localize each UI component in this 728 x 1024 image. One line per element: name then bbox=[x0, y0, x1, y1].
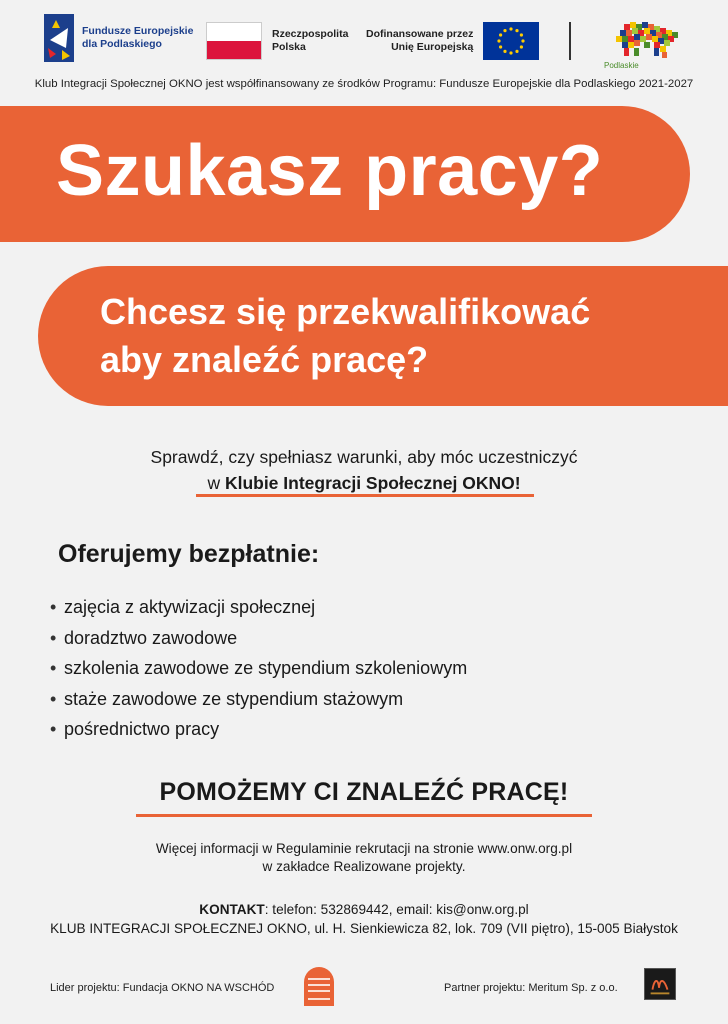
fundusze-europejskie-logo bbox=[44, 14, 193, 62]
bullet-icon: • bbox=[50, 597, 57, 617]
offer-list bbox=[50, 592, 467, 745]
eu-cofunding-logo bbox=[366, 22, 539, 60]
eu-logo-line1: Dofinansowane przez bbox=[366, 28, 474, 40]
rzeczpospolita-logo bbox=[206, 22, 348, 60]
headline-banner bbox=[0, 106, 690, 242]
fundusze-europejskie-icon bbox=[44, 14, 74, 62]
contact-label: KONTAKT bbox=[199, 902, 265, 917]
offer-item: • pośrednictwo pracy bbox=[50, 714, 467, 745]
slogan-underline bbox=[136, 814, 592, 817]
eu-logo-line2: Unię Europejską bbox=[391, 41, 474, 53]
project-partner: Partner projektu: Meritum Sp. z o.o. bbox=[444, 982, 618, 994]
logo-strip bbox=[0, 12, 728, 72]
eligibility-text bbox=[0, 444, 728, 496]
bison-icon bbox=[604, 18, 688, 62]
subheadline bbox=[100, 288, 590, 384]
polish-flag-icon bbox=[206, 22, 262, 60]
more-info-line1: Więcej informacji w Regulaminie rekrutacji na stronie www.onw.org.pl bbox=[155, 841, 573, 856]
subheadline-line1: Chcesz się przekwalifikować bbox=[100, 291, 591, 332]
bullet-icon: • bbox=[50, 627, 57, 648]
eligibility-prefix: w bbox=[207, 473, 225, 493]
footer bbox=[0, 966, 728, 1006]
meritum-logo bbox=[644, 968, 676, 1000]
logo-divider bbox=[569, 22, 571, 60]
okno-foundation-logo bbox=[302, 966, 336, 1006]
fe-logo-line1: Fundusze Europejskie bbox=[82, 25, 194, 37]
fe-logo-line2: dla Podlaskiego bbox=[82, 38, 162, 50]
help-slogan: POMOŻEMY CI ZNALEŹĆ PRACĘ! bbox=[159, 778, 569, 806]
contact-address: KLUB INTEGRACJI SPOŁECZNEJ OKNO, ul. H. Sienkiewicza 82, lok. 709 (VII piętro), 15-005 Białystok bbox=[50, 921, 678, 936]
bullet-icon: • bbox=[50, 688, 57, 709]
offer-item: • zajęcia z aktywizacji społecznej bbox=[50, 592, 467, 623]
offer-title: Oferujemy bezpłatnie: bbox=[58, 540, 320, 568]
offer-item: • szkolenia zawodowe ze stypendium szkoleniowym bbox=[50, 653, 467, 684]
subheadline-banner bbox=[38, 266, 728, 406]
offer-item: • staże zawodowe ze stypendium stażowym bbox=[50, 684, 467, 715]
subheadline-line2: aby znaleźć pracę? bbox=[100, 339, 429, 380]
eu-flag-icon bbox=[483, 22, 539, 60]
more-info-line2: w zakładce Realizowane projekty. bbox=[262, 859, 466, 874]
contact-block bbox=[0, 900, 728, 938]
podlaskie-label: Podlaskie bbox=[604, 61, 639, 70]
eligibility-line1: Sprawdź, czy spełniasz warunki, aby móc uczestniczyć bbox=[150, 447, 578, 467]
cofunding-note: Klub Integracji Społecznej OKNO jest współfinansowany ze środków Programu: Fundusze Europejskie dla Podlaskiego 2021-2027 bbox=[34, 78, 694, 90]
project-leader: Lider projektu: Fundacja OKNO NA WSCHÓD bbox=[50, 982, 275, 994]
podlaskie-logo bbox=[604, 18, 688, 70]
pl-logo-line1: Rzeczpospolita bbox=[272, 28, 349, 40]
more-info bbox=[0, 840, 728, 876]
eligibility-underline bbox=[196, 494, 534, 497]
bullet-icon: • bbox=[50, 719, 57, 739]
pl-logo-line2: Polska bbox=[272, 41, 306, 53]
headline: Szukasz pracy? bbox=[56, 131, 604, 211]
bullet-icon: • bbox=[50, 658, 57, 678]
club-name: Klubie Integracji Społecznej OKNO! bbox=[224, 473, 521, 493]
offer-item: • doradztwo zawodowe bbox=[50, 623, 467, 654]
contact-details: : telefon: 532869442, email: kis@onw.org.pl bbox=[264, 902, 529, 917]
